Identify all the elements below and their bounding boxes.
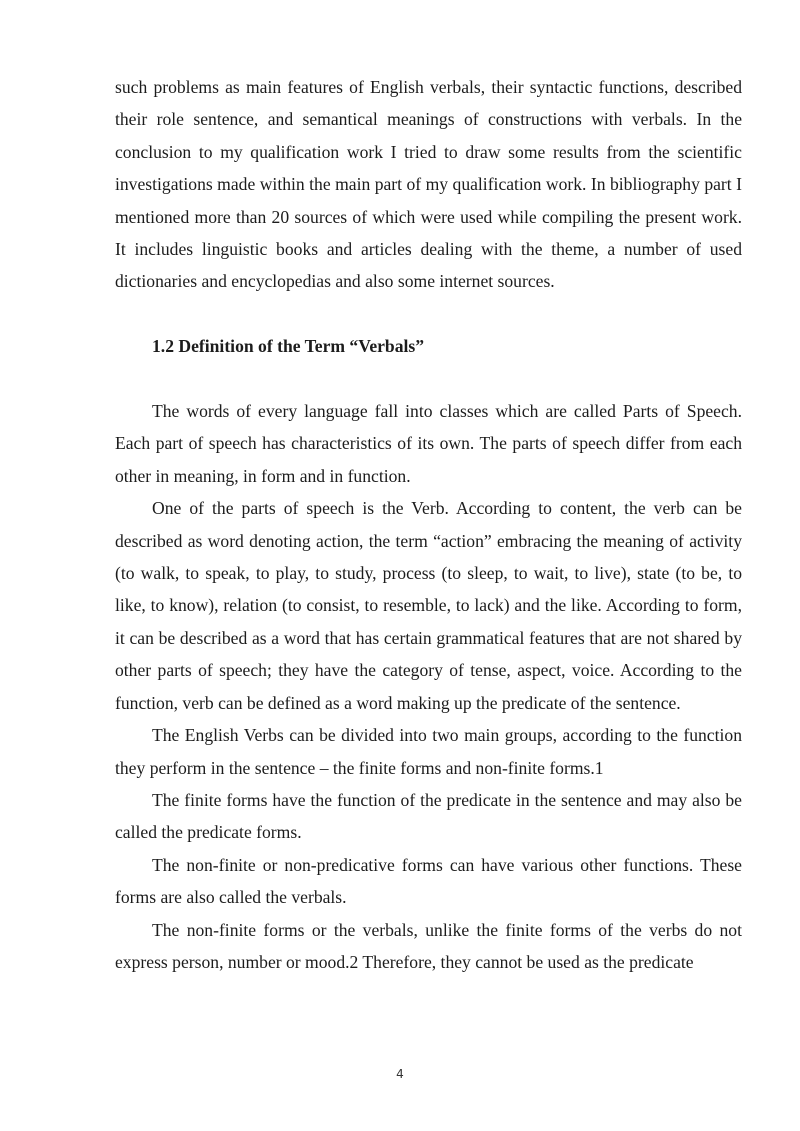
spacer [115,363,742,395]
spacer [115,298,742,330]
body-paragraph-non-finite-forms: The non-finite or non-predicative forms can have various other functions. These forms are also called the verbals. [115,854,742,908]
body-paragraph-verb-definition: One of the parts of speech is the Verb. According to content, the verb can be described as word denoting action, the term “action” embracing the meaning of activity (to walk, to speak, to play, to study, process (to sleep, to wait, to live), state (to be, to like, to know), relation (to consist, to resemble, to lack) and the like. According to form, it can be described as a word that has certain grammatical features that are not shared by other parts of speech; they have the category of tense, aspect, voice. According to the function, verb can be defined as a word making up the predicate of the sentence. [115,498,742,713]
body-paragraph-finite-forms: The finite forms have the function of the predicate in the sentence and may also be called the predicate forms. [115,789,742,843]
body-paragraph-parts-of-speech: The words of every language fall into classes which are called Parts of Speech. Each part of speech has characteristics of its own. The parts of speech differ from each other in meaning, in form and in function. [115,401,742,486]
page-number: 4 [396,1067,404,1081]
body-paragraph-verbals: The non-finite forms or the verbals, unlike the finite forms of the verbs do not express person, number or mood.2 Therefore, they cannot be used as the predicate [115,919,742,972]
document-page [115,71,742,978]
body-paragraph-verb-groups: The English Verbs can be divided into two main groups, according to the function they perform in the sentence – the finite forms and non-finite forms.1 [115,725,742,778]
section-heading: 1.2 Definition of the Term “Verbals” [152,336,425,357]
intro-paragraph: such problems as main features of English verbals, their syntactic functions, described their role sentence, and semantical meanings of constructions with verbals. In the conclusion to my qualification work I tried to draw some results from the scientific investigations made within the main part of my qualification work. In bibliography part I mentioned more than 20 sources of which were used while compiling the present work. It includes linguistic books and articles dealing with the theme, a number of used dictionaries and encyclopedias and also some internet sources. [115,77,742,292]
